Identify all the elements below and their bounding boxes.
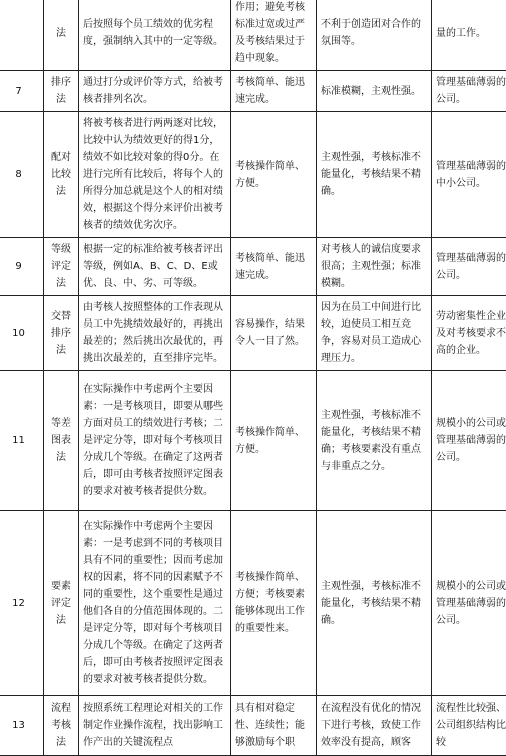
cell-no [0, 238, 44, 296]
cell-fit [432, 71, 506, 112]
cell-no-text: 7 [15, 86, 21, 97]
cell-no-text: 11 [12, 435, 25, 446]
cell-dis-text: 主观性强，考核标准不能量化，考核结果不精确。 [321, 152, 421, 197]
cell-dis-text: 主观性强，考核标准不能量化，考核结果不精确；考核要素没有重点与非重点之分。 [321, 410, 421, 472]
cell-no [0, 0, 44, 71]
cell-name [44, 296, 79, 371]
cell-adv [231, 296, 317, 371]
cell-no [0, 71, 44, 112]
cell-dis [317, 696, 432, 756]
cell-name [44, 696, 79, 756]
cell-adv [231, 238, 317, 296]
cell-fit [432, 511, 506, 696]
cell-no-text: 8 [15, 169, 21, 180]
cell-fit-text: 劳动密集性企业及对考核要求不高的企业。 [436, 311, 506, 356]
cell-fit-text: 管理基础薄弱的公司。 [436, 77, 506, 105]
cell-desc-text: 在实际操作中考虑两个主要因素：一是考核项目，即要从哪些方面对员工的绩效进行考核；二是评定分等，即对每个考核项目分成几个等级。在确定了这两者后，即可由考核者按照评定图表的要求对被考核者提供分数。 [83, 384, 223, 497]
cell-no-text: 9 [15, 261, 21, 272]
cell-dis-text: 因为在员工中间进行比较，迫使员工相互竞争，容易对员工造成心理压力。 [321, 302, 421, 364]
cell-dis-text: 主观性强，考核标准不能量化，考核结果不精确。 [321, 581, 421, 626]
cell-name-text: 配对比较法 [51, 152, 71, 197]
table-row [0, 112, 506, 238]
cell-name [44, 112, 79, 238]
cell-name-text: 交替排序法 [51, 311, 71, 356]
table-row [0, 371, 506, 511]
cell-desc [79, 238, 231, 296]
cell-dis [317, 296, 432, 371]
cell-adv-text: 考核简单、能迅速完成。 [235, 253, 305, 281]
cell-name [44, 371, 79, 511]
cell-no-text: 10 [12, 328, 25, 339]
table-row [0, 696, 506, 756]
cell-no [0, 296, 44, 371]
cell-dis-text: 在流程没有优化的情况下进行考核，致使工作效率没有提高，顾客 [321, 703, 421, 748]
cell-desc [79, 371, 231, 511]
table-row [0, 0, 506, 71]
cell-desc-text: 在实际操作中考虑两个主要因素：一是考虑到不同的考核项目具有不同的重要性；因而考虑加权的因素，将不同的因素赋予不同的重要性，这个重要性是通过他们各自的分值范围体现的。二是评定分等，即对每个考核项目分成几个等级。在确定了这两者后，即可由考核者按照评定图表的要求对被考核者提供分数。 [83, 521, 223, 685]
cell-fit-text: 管理基础薄弱的公司。 [436, 253, 506, 281]
cell-desc-text: 通过打分或评价等方式，给被考核者排列名次。 [83, 77, 223, 105]
cell-desc [79, 696, 231, 756]
cell-name-text: 流程考核法 [51, 703, 71, 748]
cell-no-text: 12 [12, 598, 25, 609]
cell-dis [317, 238, 432, 296]
cell-desc-text: 根据一定的标准给被考核者评出等级，例如A、B、C、D、E或优、良、中、劣、可等级。 [83, 244, 223, 289]
cell-adv-text: 考核简单、能迅速完成。 [235, 77, 305, 105]
cell-adv-text: 考核操作简单、方便。 [235, 427, 305, 455]
cell-name [44, 0, 79, 71]
table-row [0, 71, 506, 112]
cell-fit [432, 296, 506, 371]
cell-adv [231, 0, 317, 71]
cell-fit [432, 112, 506, 238]
cell-adv-text: 具有相对稳定性、连续性；能够激励每个职 [235, 703, 305, 748]
cell-adv-text: 考核操作简单、方便。 [235, 161, 305, 189]
cell-no [0, 371, 44, 511]
cell-no [0, 112, 44, 238]
cell-adv-text: 容易操作，结果令人一目了然。 [235, 319, 305, 347]
cell-adv [231, 696, 317, 756]
cell-fit [432, 238, 506, 296]
cell-desc [79, 0, 231, 71]
cell-name [44, 238, 79, 296]
cell-fit [432, 371, 506, 511]
cell-dis [317, 112, 432, 238]
cell-dis [317, 0, 432, 71]
cell-dis-text: 对考核人的诚信度要求很高；主观性强；标准模糊。 [321, 244, 421, 289]
table-row [0, 238, 506, 296]
cell-dis [317, 71, 432, 112]
cell-no [0, 511, 44, 696]
cell-fit-text: 管理基础薄弱的中小公司。 [436, 161, 506, 189]
cell-name-text: 要素评定法 [51, 581, 71, 626]
cell-fit-text: 量的工作。 [436, 28, 486, 39]
cell-adv-text: 作用；避免考核标准过宽或过严及考核结果过于趋中现象。 [235, 2, 305, 64]
cell-desc-text: 按照系统工程理论对相关的工作制定作业操作流程，找出影响工作产出的关键流程点 [83, 703, 223, 748]
cell-name [44, 511, 79, 696]
cell-dis-text: 不利于创造团对合作的氛围等。 [321, 19, 421, 47]
cell-fit [432, 696, 506, 756]
cell-adv-text: 考核操作简单、方便；考核要素能够体现出工作的重要性来。 [235, 572, 305, 634]
cell-name [44, 71, 79, 112]
cell-desc-text: 后按照每个员工绩效的优劣程度，强制纳入其中的一定等级。 [83, 19, 223, 47]
cell-name-text: 等级评定法 [51, 244, 71, 289]
cell-desc-text: 由考核人按照整体的工作表现从员工中先挑绩效最好的，再挑出最差的；然后挑出次最优的，再挑出次最差的，直至排序完毕。 [83, 302, 223, 364]
cell-desc [79, 71, 231, 112]
cell-dis [317, 371, 432, 511]
cell-fit-text: 流程性比较强、公司组织结构比较 [436, 703, 506, 748]
cell-name-text: 等差图表法 [51, 418, 71, 463]
cell-adv [231, 71, 317, 112]
cell-dis [317, 511, 432, 696]
table-row [0, 296, 506, 371]
cell-name-text: 排序法 [51, 77, 71, 105]
cell-desc [79, 112, 231, 238]
cell-fit-text: 规模小的公司或管理基础薄弱的公司。 [436, 581, 506, 626]
cell-fit-text: 规模小的公司或管理基础薄弱的公司。 [436, 418, 506, 463]
table-row [0, 511, 506, 696]
cell-adv [231, 511, 317, 696]
cell-no [0, 696, 44, 756]
cell-desc [79, 511, 231, 696]
cell-desc [79, 296, 231, 371]
cell-name-text: 法 [56, 28, 66, 39]
cell-no-text: 13 [12, 720, 25, 731]
cell-adv [231, 112, 317, 238]
cell-fit [432, 0, 506, 71]
cell-desc-text: 将被考核者进行两两逐对比较，比较中认为绩效更好的得1分，绩效不如比较对象的得0分。在进行完所有比较后，将每个人的所得分加总就是这个人的相对绩效，根据这个得分来评价出被考核者的绩效优劣次序。 [83, 118, 223, 231]
cell-adv [231, 371, 317, 511]
cell-dis-text: 标准模糊，主观性强。 [321, 86, 421, 97]
